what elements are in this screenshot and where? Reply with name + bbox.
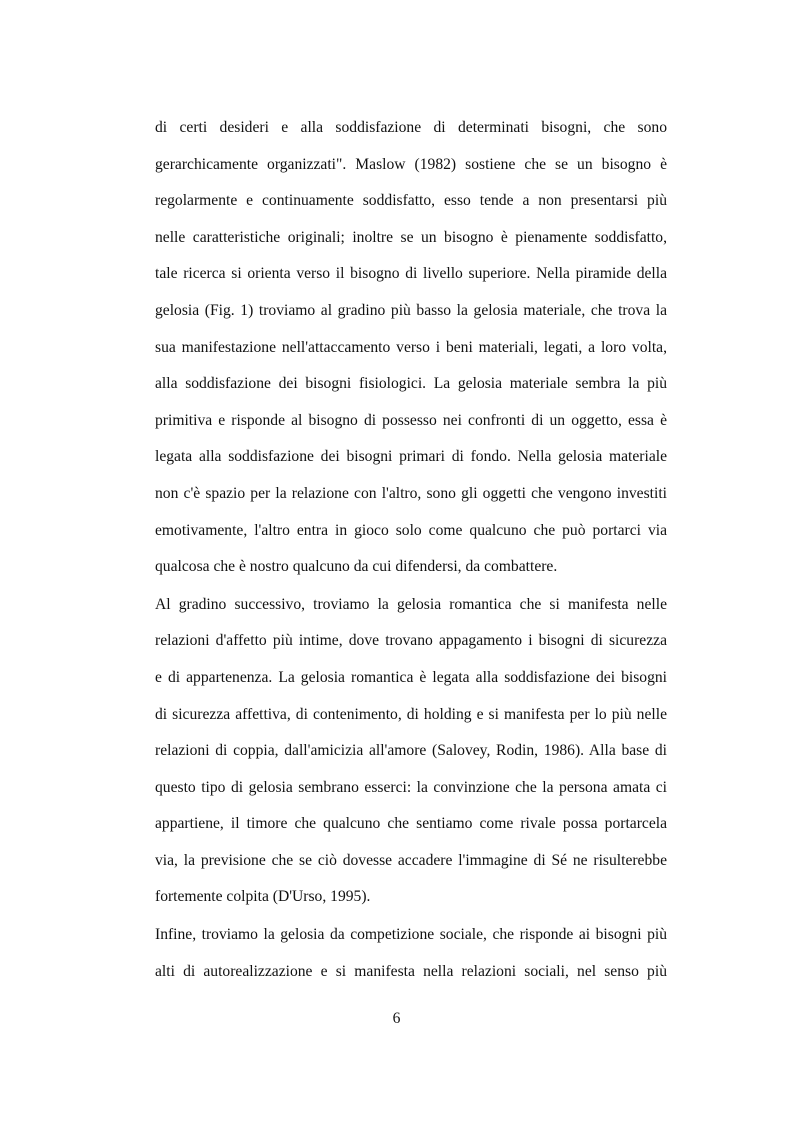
text-line: non c'è spazio per la relazione con l'altro, sono gli oggetti che vengono investiti — [155, 484, 667, 502]
body-text — [155, 110, 667, 990]
text-line: relazioni di coppia, dall'amicizia all'amore (Salovey, Rodin, 1986). Alla base di — [155, 742, 667, 760]
text-line: via, la previsione che se ciò dovesse accadere l'immagine di Sé ne risulterebbe — [155, 851, 667, 869]
text-line: di sicurezza affettiva, di contenimento, di holding e si manifesta per lo più nelle — [155, 705, 667, 723]
text-line: appartiene, il timore che qualcuno che sentiamo come rivale possa portarcela — [155, 815, 667, 833]
text-line: gelosia (Fig. 1) troviamo al gradino più basso la gelosia materiale, che trova la — [155, 301, 667, 319]
text-line: sua manifestazione nell'attaccamento verso i beni materiali, legati, a loro volta, — [155, 338, 667, 356]
text-line: qualcosa che è nostro qualcuno da cui difendersi, da combattere. — [155, 558, 558, 576]
text-line: alti di autorealizzazione e si manifesta nella relazioni sociali, nel senso più — [155, 962, 667, 980]
text-line: gerarchicamente organizzati". Maslow (1982) sostiene che se un bisogno è — [155, 155, 667, 173]
text-line: Al gradino successivo, troviamo la gelosia romantica che si manifesta nelle — [155, 595, 667, 613]
text-line: regolarmente e continuamente soddisfatto, esso tende a non presentarsi più — [155, 192, 667, 210]
text-line: emotivamente, l'altro entra in gioco solo come qualcuno che può portarci via — [155, 521, 667, 539]
text-line: fortemente colpita (D'Urso, 1995). — [155, 888, 371, 906]
text-line: primitiva e risponde al bisogno di possesso nei confronti di un oggetto, essa è — [155, 411, 667, 429]
page-number: 6 — [392, 1010, 401, 1027]
text-line: questo tipo di gelosia sembrano esserci: la convinzione che la persona amata ci — [155, 778, 667, 796]
text-line: di certi desideri e alla soddisfazione di determinati bisogni, che sono — [155, 119, 667, 136]
text-line: alla soddisfazione dei bisogni fisiologici. La gelosia materiale sembra la più — [155, 375, 667, 393]
text-line: Infine, troviamo la gelosia da competizione sociale, che risponde ai bisogni più — [155, 926, 667, 944]
text-line: nelle caratteristiche originali; inoltre se un bisogno è pienamente soddisfatto, — [155, 228, 667, 246]
text-line: relazioni d'affetto più intime, dove trovano appagamento i bisogni di sicurezza — [155, 632, 667, 650]
text-line: e di appartenenza. La gelosia romantica è legata alla soddisfazione dei bisogni — [155, 668, 667, 686]
text-line: tale ricerca si orienta verso il bisogno di livello superiore. Nella piramide della — [155, 265, 667, 283]
text-line: legata alla soddisfazione dei bisogni primari di fondo. Nella gelosia materiale — [155, 448, 667, 466]
